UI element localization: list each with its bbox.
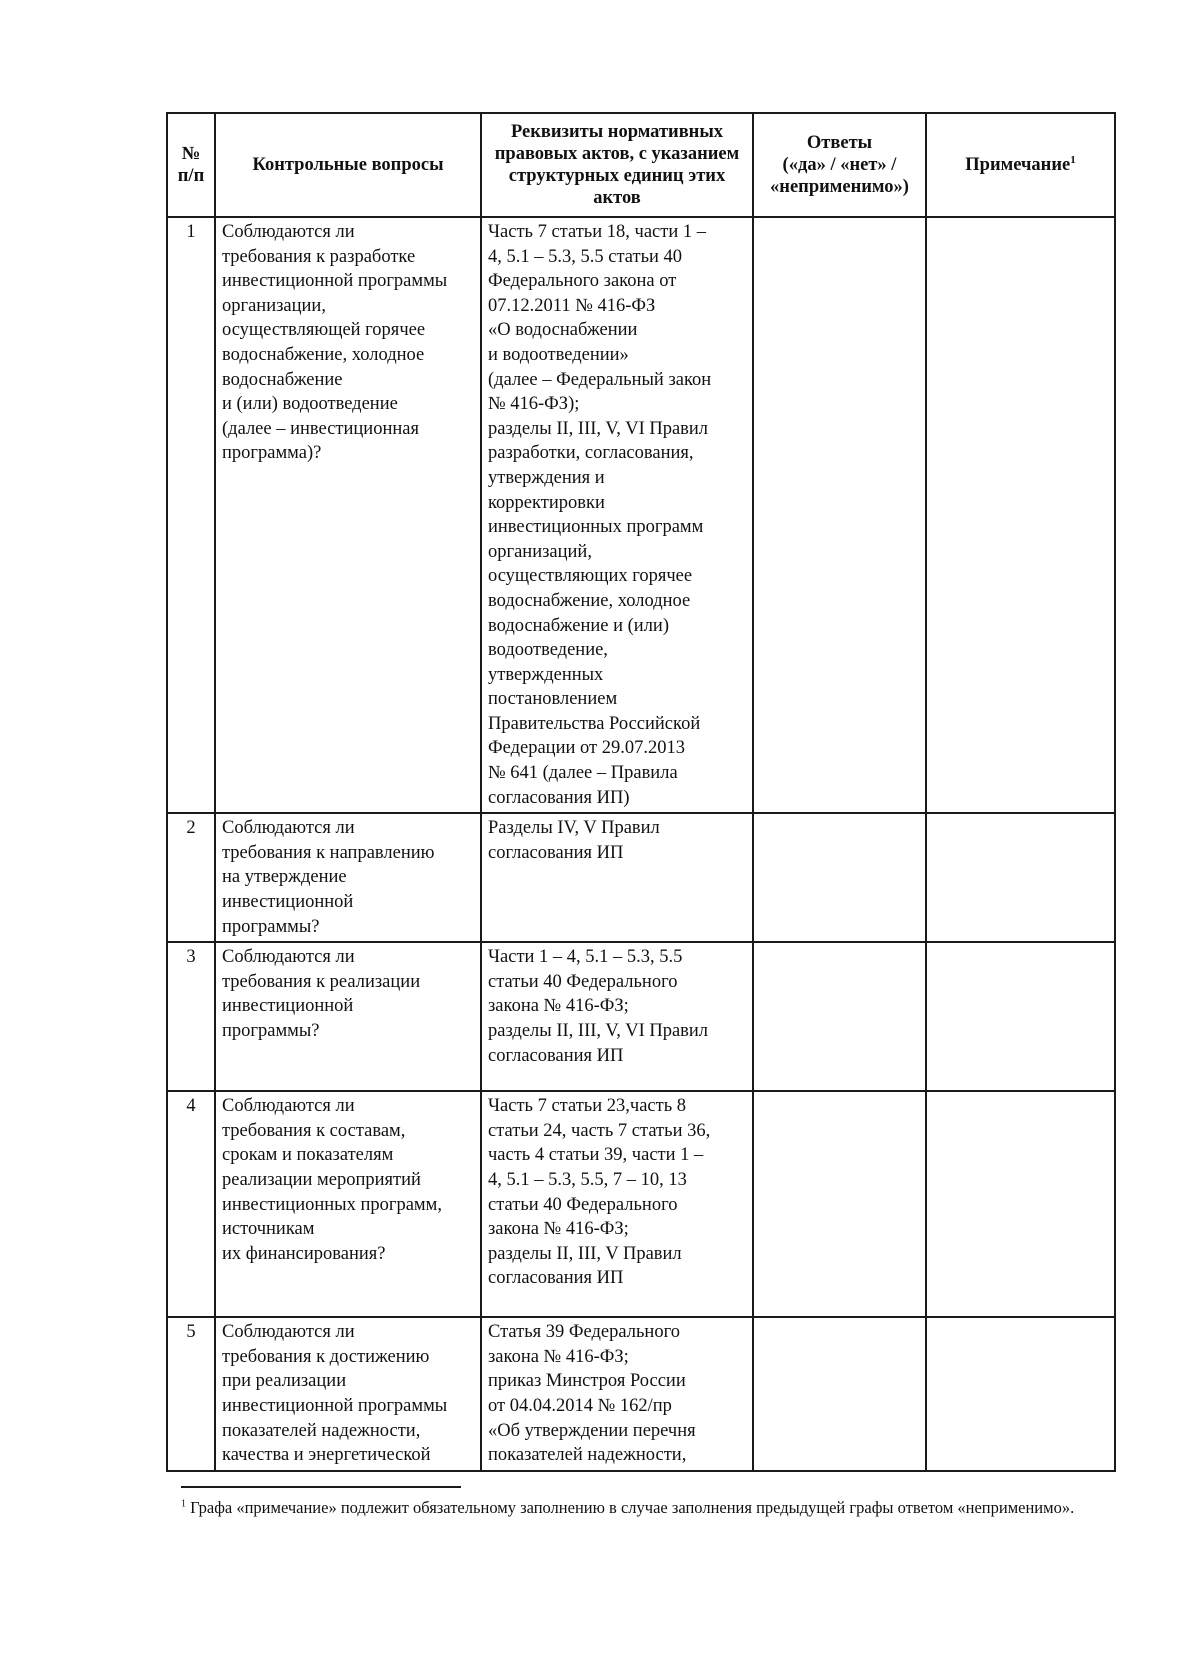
- requisites-cell: Разделы IV, V Правил согласования ИП: [481, 813, 753, 942]
- answer-cell[interactable]: [753, 217, 926, 813]
- question-cell: Соблюдаются ли требования к направлению на утверждение инвестиционной программы?: [215, 813, 481, 942]
- header-answers: Ответы («да» / «нет» / «неприменимо»): [753, 113, 926, 217]
- footnote-text: Графа «примечание» подлежит обязательному заполнению в случае заполнения предыдущей графы ответом «неприменимо».: [186, 1498, 1075, 1517]
- table-row: [167, 1091, 1115, 1317]
- note-cell[interactable]: [926, 942, 1115, 1091]
- note-cell[interactable]: [926, 1317, 1115, 1471]
- row-number: 5: [167, 1317, 215, 1471]
- header-num: № п/п: [167, 113, 215, 217]
- header-requisites: Реквизиты нормативных правовых актов, с указанием структурных единиц этих актов: [481, 113, 753, 217]
- question-cell: Соблюдаются ли требования к разработке инвестиционной программы организации, осуществляющей горячее водоснабжение, холодное водоснабжение и (или) водоотведение (далее – инвестиционная программа)?: [215, 217, 481, 813]
- question-cell: Соблюдаются ли требования к реализации инвестиционной программы?: [215, 942, 481, 1091]
- row-number: 3: [167, 942, 215, 1091]
- footnote: [181, 1497, 1101, 1519]
- table-row: [167, 217, 1115, 813]
- row-number: 2: [167, 813, 215, 942]
- footnote-marker: 1: [1070, 153, 1076, 166]
- row-number: 4: [167, 1091, 215, 1317]
- answer-cell[interactable]: [753, 1317, 926, 1471]
- table-row: [167, 813, 1115, 942]
- note-cell[interactable]: [926, 1091, 1115, 1317]
- answer-cell[interactable]: [753, 1091, 926, 1317]
- footnote-number: 1: [181, 1498, 186, 1510]
- table-header-row: [167, 113, 1115, 217]
- requisites-cell: Статья 39 Федерального закона № 416-ФЗ; приказ Минстроя России от 04.04.2014 № 162/пр «Об утверждении перечня показателей надежности,: [481, 1317, 753, 1471]
- answer-cell[interactable]: [753, 942, 926, 1091]
- row-number: 1: [167, 217, 215, 813]
- answer-cell[interactable]: [753, 813, 926, 942]
- question-cell: Соблюдаются ли требования к составам, срокам и показателям реализации мероприятий инвестиционных программ, источникам их финансирования?: [215, 1091, 481, 1317]
- header-note: Примечание$^1$: [926, 113, 1115, 217]
- requisites-cell: Части 1 – 4, 5.1 – 5.3, 5.5 статьи 40 Федерального закона № 416-ФЗ; разделы II, III, V, VI Правил согласования ИП: [481, 942, 753, 1091]
- note-cell[interactable]: [926, 813, 1115, 942]
- checklist-table: [166, 112, 1116, 1472]
- table-row: [167, 1317, 1115, 1471]
- requisites-cell: Часть 7 статьи 23,часть 8 статьи 24, часть 7 статьи 36, часть 4 статьи 39, части 1 – 4, 5.1 – 5.3, 5.5, 7 – 10, 13 статьи 40 Федерального закона № 416-ФЗ; разделы II, III, V Правил согласования ИП: [481, 1091, 753, 1317]
- note-cell[interactable]: [926, 217, 1115, 813]
- header-question: Контрольные вопросы: [215, 113, 481, 217]
- question-cell: Соблюдаются ли требования к достижению при реализации инвестиционной программы показателей надежности, качества и энергетической: [215, 1317, 481, 1471]
- table-row: [167, 942, 1115, 1091]
- requisites-cell: Часть 7 статьи 18, части 1 – 4, 5.1 – 5.3, 5.5 статьи 40 Федерального закона от 07.12.2011 № 416-ФЗ «О водоснабжении и водоотведении» (далее – Федеральный закон № 416-ФЗ); разделы II, III, V, VI Правил разработки, согласования, утверждения и корректировки инвестиционных программ организаций, осуществляющих горячее водоснабжение, холодное водоснабжение и (или) водоотведение, утвержденных постановлением Правительства Российской Федерации от 29.07.2013 № 641 (далее – Правила согласования ИП): [481, 217, 753, 813]
- footnote-divider: [181, 1486, 461, 1488]
